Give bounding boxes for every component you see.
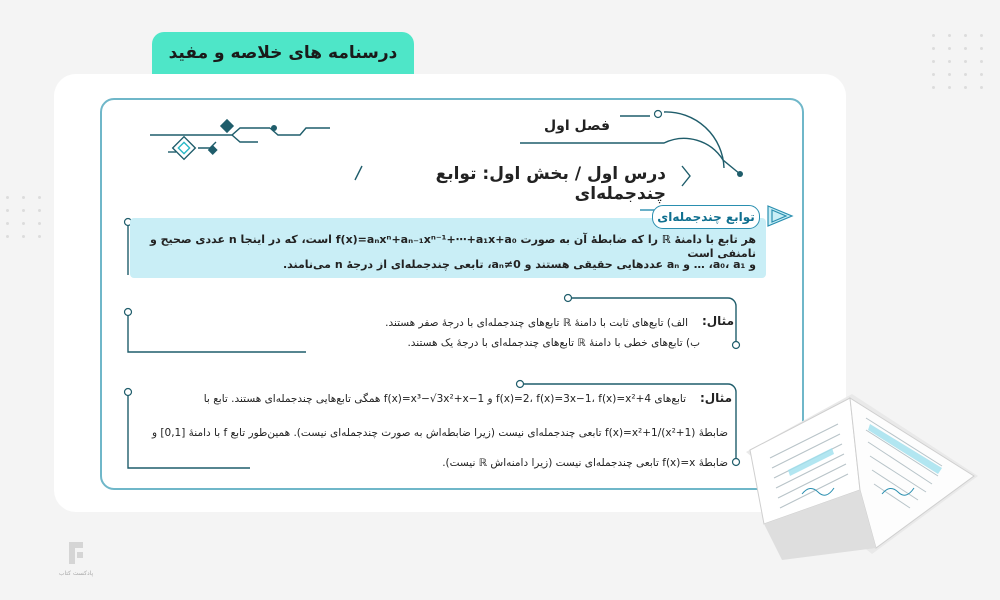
example-2-line-2: ضابطهٔ f(x)=x²+1/(x²+1) تابعی چندجمله‌ای نیست (زیرا ضابطه‌اش به صورت چندجمله‌ای نیست). همین‌طور تابع f با دامنهٔ [0,1] و [152, 427, 728, 439]
lesson-title: درس اول / بخش اول: توابع چندجمله‌ای [435, 164, 666, 204]
dots-pattern-right [932, 34, 986, 89]
example-2-label: مثال: [699, 391, 732, 405]
definition-line-1: هر تابع با دامنهٔ ℝ را که ضابطهٔ آن به صورت f(x)=aₙxⁿ+aₙ₋₁xⁿ⁻¹+⋯+a₁x+a₀ است، که در اینجا n عددی صحیح و نامنفی است [149, 233, 756, 260]
example-1-line-2: ب) تابع‌های خطی با دامنهٔ ℝ تابع‌های چندجمله‌ای با درجهٔ یک هستند. [407, 337, 700, 349]
example-1-label: مثال: [701, 314, 734, 328]
example-2-line-1: تابع‌های f(x)=2، f(x)=3x−1، f(x)=x²+4 و f(x)=x³−√3x²+x−1 همگی تابع‌هایی چندجمله‌ای هستند. تابع با [203, 393, 686, 405]
example-2-line-3: ضابطهٔ f(x)=x تابعی چندجمله‌ای نیست (زیرا دامنه‌اش ℝ نیست). [442, 457, 728, 469]
definition-tab: توابع چندجمله‌ای [652, 205, 760, 229]
brand-logo-icon [63, 538, 89, 568]
brand-logo [56, 538, 96, 577]
header-banner [152, 32, 414, 74]
banner-title: درسنامه های خلاصه و مفید [168, 43, 398, 63]
dots-pattern-left [6, 196, 60, 238]
chapter-label: فصل اول [544, 118, 610, 134]
example-1-line-1: الف) تابع‌های ثابت با دامنهٔ ℝ تابع‌های چندجمله‌ای با درجهٔ صفر هستند. [385, 317, 688, 329]
definition-line-2: و a₀، a₁، … و aₙ عددهایی حقیقی هستند و aₙ≠0، تابعی چندجمله‌ای از درجهٔ n می‌نامند. [282, 258, 756, 271]
open-book-image [742, 384, 982, 564]
brand-logo-text: پادکست کتاب [58, 570, 94, 577]
